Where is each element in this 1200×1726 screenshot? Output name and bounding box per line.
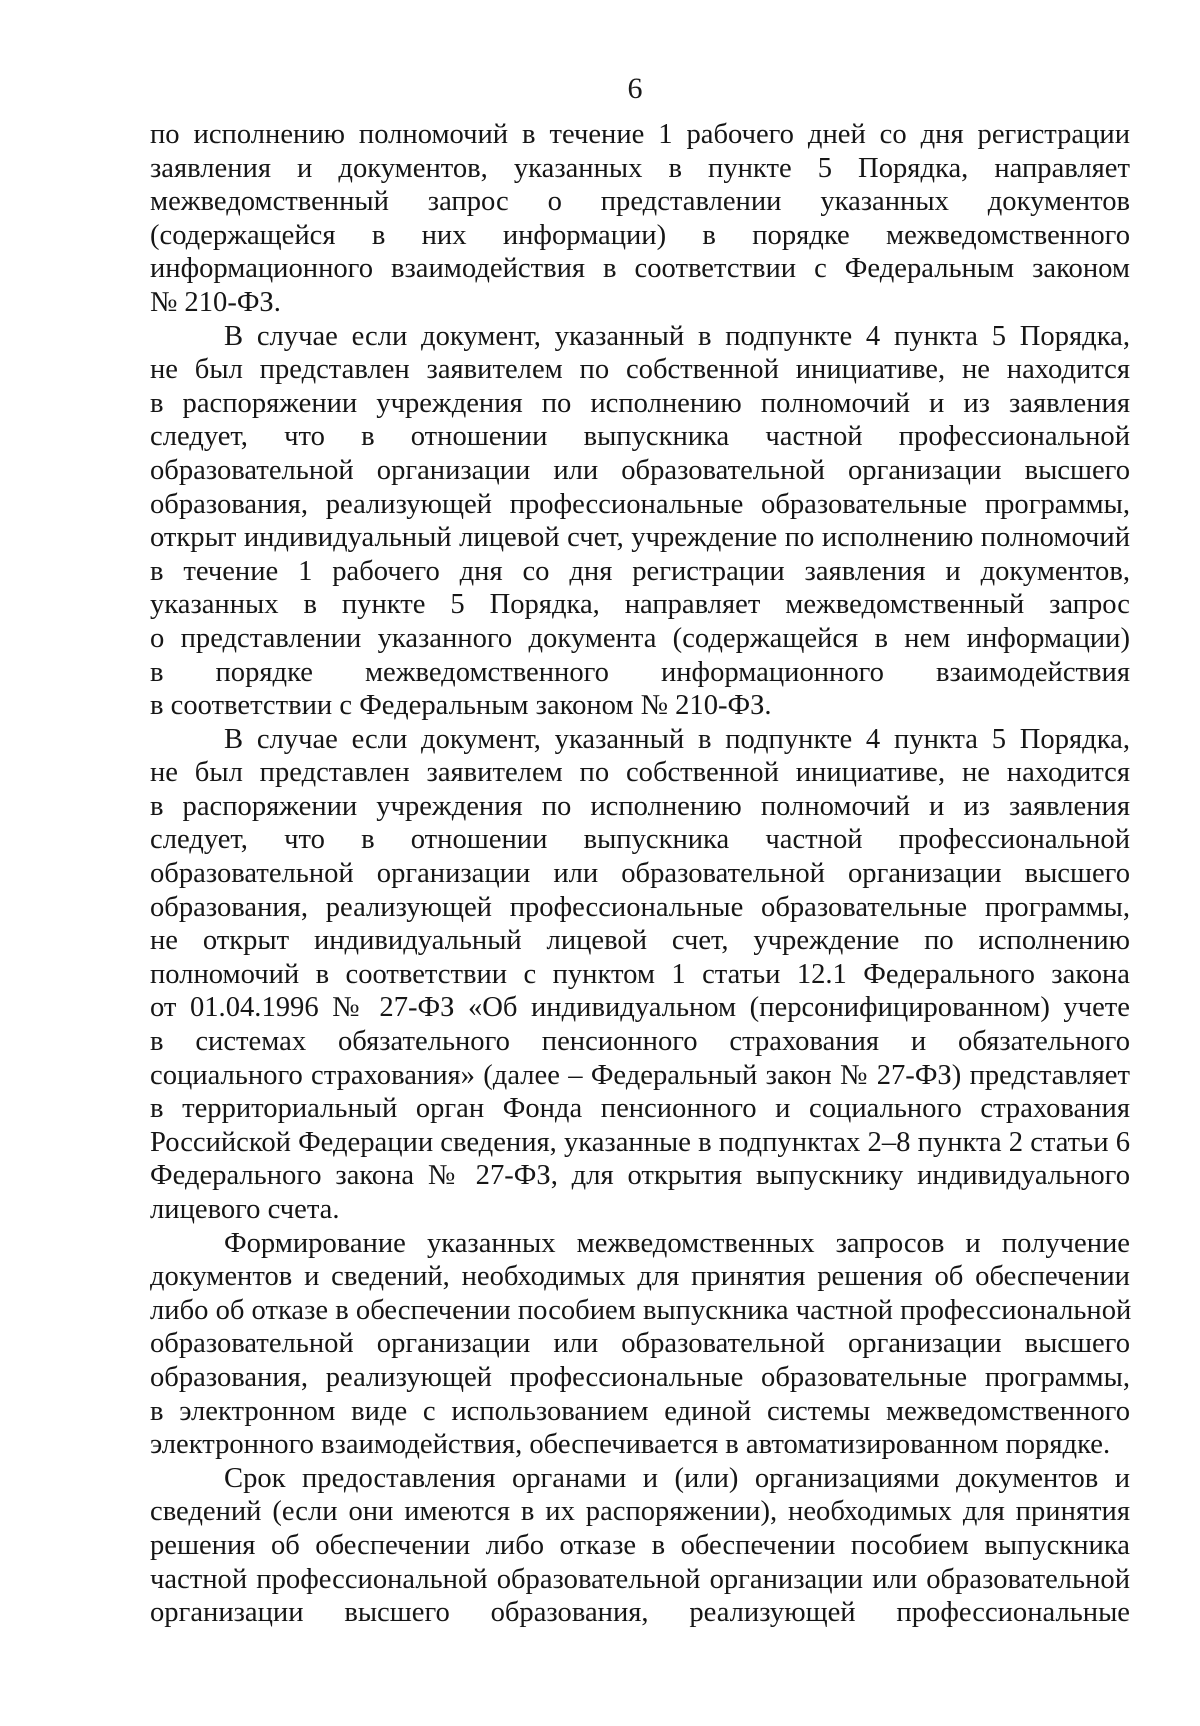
text-line: в соответствии с Федеральным законом № 210-ФЗ. xyxy=(150,690,772,722)
text-line: либо об отказе в обеспечении пособием выпускника частной профессиональной xyxy=(150,1294,1132,1326)
text-line: информационного взаимодействия в соответствии с Федеральным законом xyxy=(150,253,1130,285)
text-line: организации высшего образования, реализующей профессиональные xyxy=(150,1597,1130,1629)
text-line: межведомственный запрос о представлении указанных документов xyxy=(150,186,1130,218)
text-line: в течение 1 рабочего дня со дня регистрации заявления и документов, xyxy=(150,555,1130,587)
text-line: лицевого счета. xyxy=(150,1194,340,1225)
text-line: не открыт индивидуальный лицевой счет, учреждение по исполнению xyxy=(150,925,1130,957)
text-line: документов и сведений, необходимых для принятия решения об обеспечении xyxy=(150,1261,1130,1293)
text-line: указанных в пункте 5 Порядка, направляет межведомственный запрос xyxy=(150,589,1130,621)
text-line: в распоряжении учреждения по исполнению полномочий и из заявления xyxy=(150,790,1130,822)
text-line: В случае если документ, указанный в подпункте 4 пункта 5 Порядка, xyxy=(224,320,1130,352)
text-line: следует, что в отношении выпускника частной профессиональной xyxy=(150,824,1130,856)
text-line: решения об обеспечении либо отказе в обеспечении пособием выпускника xyxy=(150,1529,1130,1561)
text-line: о представлении указанного документа (содержащейся в нем информации) xyxy=(150,622,1130,654)
text-line: заявления и документов, указанных в пункте 5 Порядка, направляет xyxy=(150,152,1130,184)
text-line: образовательной организации или образовательной организации высшего xyxy=(150,454,1130,486)
paragraph xyxy=(150,723,1130,1227)
text-line: Формирование указанных межведомственных запросов и получение xyxy=(224,1227,1130,1259)
paragraph xyxy=(150,1462,1130,1630)
text-line: Срок предоставления органами и (или) организациями документов и xyxy=(224,1462,1130,1494)
document-body xyxy=(150,118,1130,1630)
text-line: электронного взаимодействия, обеспечивается в автоматизированном порядке. xyxy=(150,1429,1111,1461)
text-line: образования, реализующей профессиональные образовательные программы, xyxy=(150,1361,1130,1393)
text-line: образования, реализующей профессиональные образовательные программы, xyxy=(150,488,1130,520)
text-line: в электронном виде с использованием единой системы межведомственного xyxy=(150,1395,1130,1427)
text-line: образовательной организации или образовательной организации высшего xyxy=(150,1328,1130,1360)
text-line: в распоряжении учреждения по исполнению полномочий и из заявления xyxy=(150,387,1130,419)
text-line: не был представлен заявителем по собственной инициативе, не находится xyxy=(150,354,1130,386)
text-line: В случае если документ, указанный в подпункте 4 пункта 5 Порядка, xyxy=(224,723,1130,755)
text-line: полномочий в соответствии с пунктом 1 статьи 12.1 Федерального закона xyxy=(150,958,1130,990)
text-line: по исполнению полномочий в течение 1 рабочего дней со дня регистрации xyxy=(150,119,1130,150)
text-line: открыт индивидуальный лицевой счет, учреждение по исполнению полномочий xyxy=(150,522,1130,554)
text-line: образовательной организации или образовательной организации высшего xyxy=(150,858,1130,890)
text-line: в порядке межведомственного информационного взаимодействия xyxy=(150,656,1130,688)
text-line: образования, реализующей профессиональные образовательные программы, xyxy=(150,891,1130,923)
text-line: в системах обязательного пенсионного страхования и обязательного xyxy=(150,1026,1130,1058)
text-line: Федерального закона № 27-ФЗ, для открытия выпускнику индивидуального xyxy=(150,1160,1130,1192)
paragraph xyxy=(150,118,1130,320)
text-line: не был представлен заявителем по собственной инициативе, не находится xyxy=(150,757,1130,789)
text-line: социального страхования» (далее – Федеральный закон № 27-ФЗ) представляет xyxy=(150,1059,1130,1091)
text-line: № 210-ФЗ. xyxy=(150,286,281,318)
text-line: в территориальный орган Фонда пенсионного и социального страхования xyxy=(150,1093,1130,1125)
text-line: сведений (если они имеются в их распоряжении), необходимых для принятия xyxy=(150,1496,1130,1528)
text-line: (содержащейся в них информации) в порядке межведомственного xyxy=(150,219,1130,251)
text-line: Российской Федерации сведения, указанные в подпунктах 2–8 пункта 2 статьи 6 xyxy=(150,1126,1130,1158)
paragraph xyxy=(150,320,1130,723)
text-line: частной профессиональной образовательной организации или образовательной xyxy=(150,1563,1130,1595)
paragraph xyxy=(150,1227,1130,1462)
page-number: 6 xyxy=(627,72,643,105)
text-line: следует, что в отношении выпускника частной профессиональной xyxy=(150,421,1130,453)
text-line: от 01.04.1996 № 27-ФЗ «Об индивидуальном (персонифицированном) учете xyxy=(150,992,1130,1024)
